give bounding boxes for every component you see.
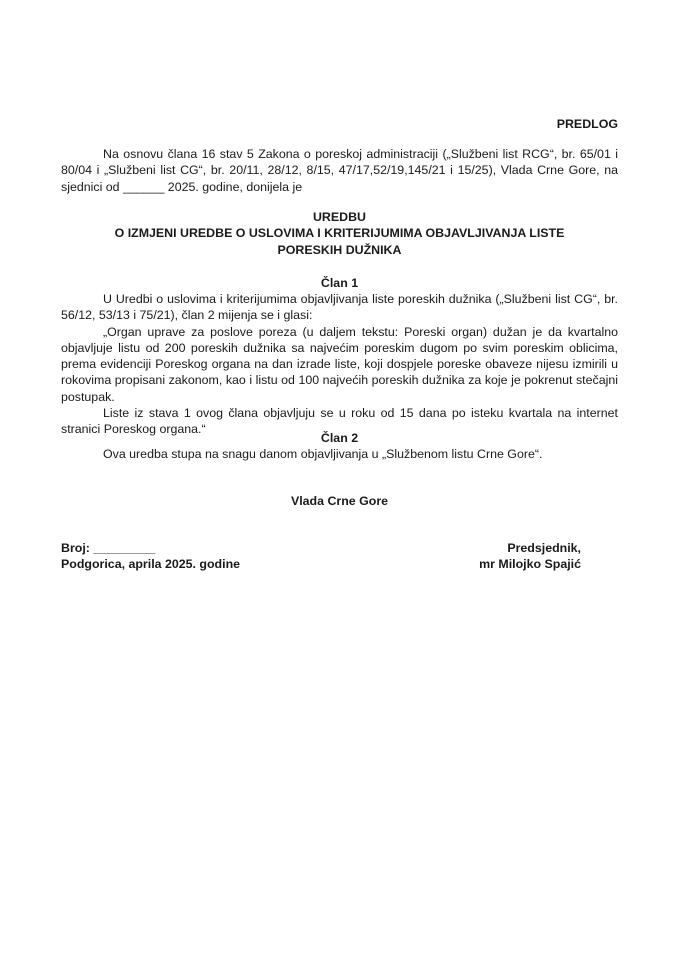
title-line-2: O IZMJENI UREDBE O USLOVIMA I KRITERIJUMIMA OBJAVLJIVANJA LISTE (114, 226, 565, 241)
preamble-text-end: 2025. godine, donijela je (164, 179, 303, 194)
title-line-3: PORESKIH DUŽNIKA (277, 242, 402, 257)
signatory-block (479, 540, 581, 573)
document-title (61, 209, 618, 258)
preamble-paragraph (61, 146, 618, 195)
session-date-blank: ______ (123, 179, 165, 194)
preamble-text: Na osnovu člana 16 stav 5 Zakona o poreskoj administraciji („Službeni list RCG“, br. 65/01 i 80/04 i „Službeni list CG“, br. 20/11, 28/12, 8/15, 47/17,52/19,145/21 i 15/25), Vlada Crne Gore, na sjednici od (61, 147, 618, 194)
article-1-heading: Član 1 (320, 276, 359, 290)
number-label: Broj: (61, 541, 94, 555)
signatory-name: mr Milojko Spajić (479, 557, 581, 572)
number-blank: _________ (93, 541, 156, 555)
title-line-1: UREDBU (312, 210, 366, 224)
article-2-body (61, 446, 618, 462)
document-label: PREDLOG (556, 117, 618, 131)
article-1-body (61, 291, 618, 438)
article-1-paragraph-2: „Organ uprave za poslove poreza (u daljem tekstu: Poreski organ) dužan je da kvartalno objavljuje listu od 200 poreskih dužnika sa najvećim poreskim dugom po svim poreskim oblicima, prema evidenciji Poreskog organa na dan izrade liste, koji dospjele poreske obaveze nijesu izmirili u rokovima propisani zakonom, kao i listu od 100 najvećih poreskih dužnika za koje je pokrenut stečajni postupak. (61, 324, 618, 404)
number-line (61, 540, 240, 556)
article-2-paragraph-1: Ova uredba stupa na snagu danom objavljivanja u „Službenom listu Crne Gore“. (103, 447, 543, 461)
article-1-paragraph-1: U Uredbi o uslovima i kriterijumima objavljivanja liste poreskih dužnika („Službeni list CG“, br. 56/12, 53/13 i 75/21), član 2 mijenja se i glasi: (61, 292, 618, 323)
place-and-date: Podgorica, aprila 2025. godine (61, 557, 241, 572)
government-name: Vlada Crne Gore (290, 494, 389, 508)
signatory-role: Predsjednik, (507, 541, 581, 555)
article-1-paragraph-3: Liste iz stava 1 ovog člana objavljuju se u roku od 15 dana po isteku kvartala na internet stranici Poreskog organa.“ (61, 406, 618, 437)
article-2-heading: Član 2 (320, 431, 359, 445)
document-reference (61, 540, 240, 573)
